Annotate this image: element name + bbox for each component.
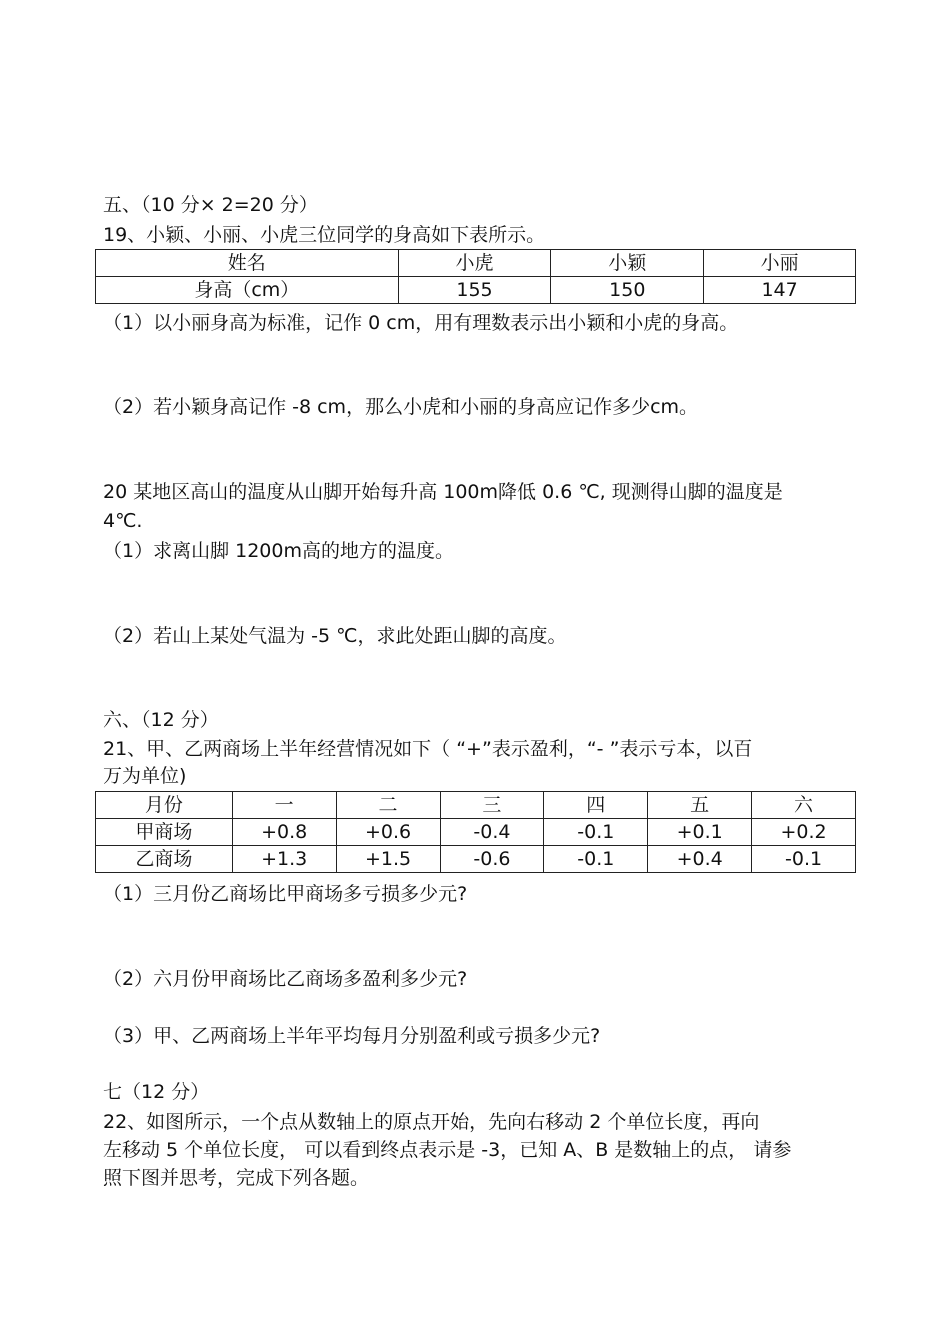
table-cell: -0.1 — [544, 846, 648, 873]
question-20-line-2: 4℃. — [103, 510, 143, 532]
question-21-line-1: 21、甲、乙两商场上半年经营情况如下（ “+”表示盈利，“- ”表示亏本，以百 — [103, 738, 753, 760]
table-cell: -0.1 — [544, 819, 648, 846]
question-20-part-1: （1）求离山脚 1200m高的地方的温度。 — [103, 540, 454, 562]
table-cell: 155 — [398, 277, 551, 304]
question-21-line-2: 万为单位) — [103, 765, 187, 787]
table-cell: +0.8 — [232, 819, 336, 846]
table-header-cell: 三 — [440, 792, 544, 819]
question-19-part-2: （2）若小颖身高记作 -8 cm，那么小虎和小丽的身高应记作多少cm。 — [103, 396, 699, 418]
table-cell: +1.5 — [336, 846, 440, 873]
table-header-cell: 小丽 — [704, 250, 856, 277]
table-header-cell: 四 — [544, 792, 648, 819]
table-header-cell: 五 — [648, 792, 752, 819]
question-20-line-1: 20 某地区高山的温度从山脚开始每升高 100m降低 0.6 ℃, 现测得山脚的温度是 — [103, 481, 783, 503]
table-cell: 147 — [704, 277, 856, 304]
question-19-part-1: （1）以小丽身高为标准，记作 0 cm，用有理数表示出小颖和小虎的身高。 — [103, 312, 739, 334]
table-cell: -0.1 — [752, 846, 856, 873]
table-row — [96, 819, 856, 846]
question-19: 19、小颖、小丽、小虎三位同学的身高如下表所示。 — [103, 224, 546, 246]
table-cell: 甲商场 — [96, 819, 233, 846]
question-21-part-1: （1）三月份乙商场比甲商场多亏损多少元? — [103, 883, 468, 905]
table-row — [96, 277, 856, 304]
table-header-cell: 小颖 — [551, 250, 704, 277]
table-cell: +0.2 — [752, 819, 856, 846]
table-row — [96, 250, 856, 277]
table-row — [96, 846, 856, 873]
table-cell: 乙商场 — [96, 846, 233, 873]
table-cell: -0.6 — [440, 846, 544, 873]
question-20-part-2: （2）若山上某处气温为 -5 ℃，求此处距山脚的高度。 — [103, 625, 567, 647]
question-22-line-2: 左移动 5 个单位长度， 可以看到终点表示是 -3，已知 A、B 是数轴上的点， 请参 — [103, 1139, 792, 1161]
table-header-cell: 月份 — [96, 792, 233, 819]
mall-table — [95, 791, 856, 873]
table-cell: +0.6 — [336, 819, 440, 846]
table-cell: 身高（cm） — [96, 277, 399, 304]
table-cell: +0.1 — [648, 819, 752, 846]
table-header-cell: 姓名 — [96, 250, 399, 277]
height-table — [95, 249, 856, 304]
table-header-cell: 一 — [232, 792, 336, 819]
section-5-header: 五、（10 分× 2=20 分） — [103, 194, 318, 216]
question-21-part-3: （3）甲、乙两商场上半年平均每月分别盈利或亏损多少元? — [103, 1025, 601, 1047]
section-7-header: 七（12 分） — [103, 1081, 210, 1103]
table-header-cell: 二 — [336, 792, 440, 819]
question-22-line-3: 照下图并思考，完成下列各题。 — [103, 1167, 370, 1189]
question-22-line-1: 22、如图所示，一个点从数轴上的原点开始，先向右移动 2 个单位长度，再向 — [103, 1111, 760, 1133]
table-cell: +1.3 — [232, 846, 336, 873]
table-cell: -0.4 — [440, 819, 544, 846]
table-row — [96, 792, 856, 819]
table-header-cell: 六 — [752, 792, 856, 819]
table-header-cell: 小虎 — [398, 250, 551, 277]
section-6-header: 六、（12 分） — [103, 709, 219, 731]
table-cell: 150 — [551, 277, 704, 304]
question-21-part-2: （2）六月份甲商场比乙商场多盈利多少元? — [103, 968, 468, 990]
table-cell: +0.4 — [648, 846, 752, 873]
